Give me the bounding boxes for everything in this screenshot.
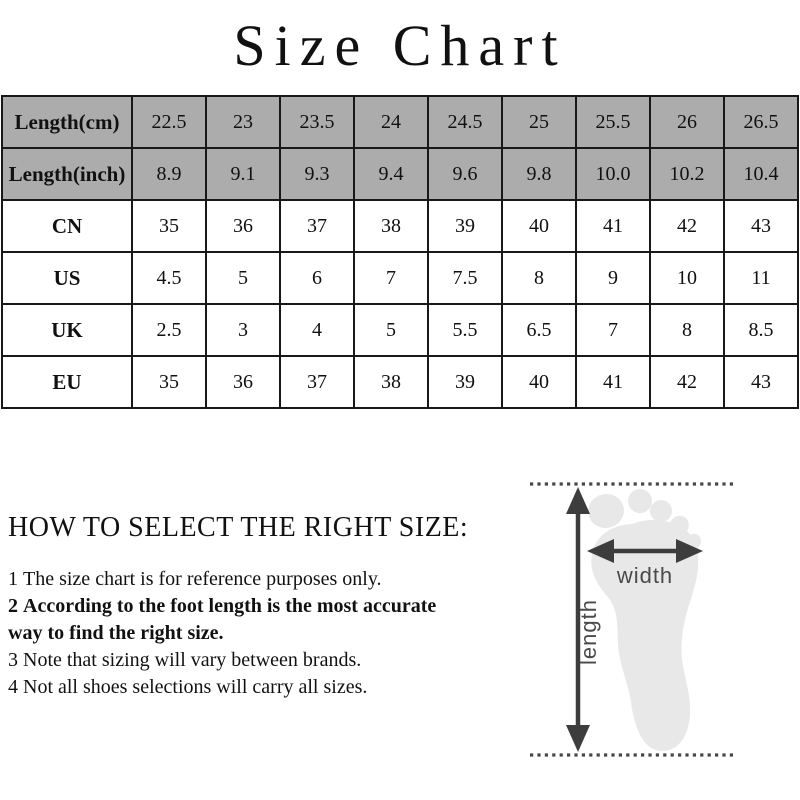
size-cell: 6.5 <box>502 304 576 356</box>
size-cell: 22.5 <box>132 96 206 148</box>
size-cell: 2.5 <box>132 304 206 356</box>
size-cell: 8.5 <box>724 304 798 356</box>
row-label: UK <box>2 304 132 356</box>
row-label: US <box>2 252 132 304</box>
page-title: Size Chart <box>233 13 567 78</box>
size-cell: 35 <box>132 200 206 252</box>
size-cell: 5.5 <box>428 304 502 356</box>
size-cell: 23 <box>206 96 280 148</box>
size-cell: 26.5 <box>724 96 798 148</box>
row-label: Length(cm) <box>2 96 132 148</box>
tip-number: 2 <box>8 595 18 617</box>
size-cell: 40 <box>502 200 576 252</box>
size-cell: 40 <box>502 356 576 408</box>
size-cell: 42 <box>650 356 724 408</box>
size-cell: 24 <box>354 96 428 148</box>
row-label: CN <box>2 200 132 252</box>
size-cell: 10.4 <box>724 148 798 200</box>
size-cell: 9.6 <box>428 148 502 200</box>
table-row <box>2 148 798 200</box>
table-row <box>2 96 798 148</box>
size-cell: 7.5 <box>428 252 502 304</box>
size-cell: 37 <box>280 200 354 252</box>
size-cell: 37 <box>280 356 354 408</box>
row-label: EU <box>2 356 132 408</box>
size-cell: 36 <box>206 356 280 408</box>
size-cell: 43 <box>724 200 798 252</box>
tip-text: According to the foot length is the most accurate way to find the right size. <box>8 595 437 644</box>
size-cell: 25 <box>502 96 576 148</box>
table-row <box>2 304 798 356</box>
tip-text: The size chart is for reference purposes only. <box>23 568 382 590</box>
size-cell: 39 <box>428 200 502 252</box>
tip-item <box>8 647 473 674</box>
size-cell: 39 <box>428 356 502 408</box>
table-row <box>2 200 798 252</box>
size-cell: 23.5 <box>280 96 354 148</box>
size-cell: 9.4 <box>354 148 428 200</box>
size-cell: 35 <box>132 356 206 408</box>
size-cell: 7 <box>354 252 428 304</box>
size-cell: 4 <box>280 304 354 356</box>
width-label: width <box>616 563 674 588</box>
big-toe-icon <box>585 491 627 532</box>
size-cell: 41 <box>576 356 650 408</box>
length-label: length <box>576 599 601 665</box>
size-cell: 41 <box>576 200 650 252</box>
tip-number: 3 <box>8 649 18 671</box>
tip-item <box>8 674 473 701</box>
size-cell: 4.5 <box>132 252 206 304</box>
table-row <box>2 356 798 408</box>
size-cell: 11 <box>724 252 798 304</box>
size-cell: 9 <box>576 252 650 304</box>
size-cell: 24.5 <box>428 96 502 148</box>
size-cell: 36 <box>206 200 280 252</box>
size-cell: 10.2 <box>650 148 724 200</box>
size-cell: 7 <box>576 304 650 356</box>
size-cell: 5 <box>354 304 428 356</box>
tip-number: 1 <box>8 568 18 590</box>
size-cell: 9.8 <box>502 148 576 200</box>
toe-icon <box>626 487 654 515</box>
foot-measure-diagram <box>520 466 752 778</box>
size-cell: 38 <box>354 200 428 252</box>
size-cell: 6 <box>280 252 354 304</box>
size-cell: 5 <box>206 252 280 304</box>
size-cell: 9.3 <box>280 148 354 200</box>
size-cell: 38 <box>354 356 428 408</box>
size-cell: 26 <box>650 96 724 148</box>
tip-number: 4 <box>8 676 18 698</box>
size-cell: 8 <box>502 252 576 304</box>
size-cell: 8.9 <box>132 148 206 200</box>
size-cell: 10 <box>650 252 724 304</box>
foot-outline-icon <box>585 487 704 751</box>
size-cell: 42 <box>650 200 724 252</box>
size-table <box>1 95 799 409</box>
row-label: Length(inch) <box>2 148 132 200</box>
tips-list <box>8 566 473 701</box>
tip-item <box>8 566 473 593</box>
size-cell: 25.5 <box>576 96 650 148</box>
size-cell: 3 <box>206 304 280 356</box>
table-row <box>2 252 798 304</box>
size-cell: 8 <box>650 304 724 356</box>
tip-text: Not all shoes selections will carry all sizes. <box>23 676 368 698</box>
howto-heading: HOW TO SELECT THE RIGHT SIZE: <box>8 512 469 543</box>
tip-item <box>8 593 473 647</box>
size-cell: 43 <box>724 356 798 408</box>
size-cell: 10.0 <box>576 148 650 200</box>
size-cell: 9.1 <box>206 148 280 200</box>
tip-text: Note that sizing will vary between brands. <box>23 649 362 671</box>
